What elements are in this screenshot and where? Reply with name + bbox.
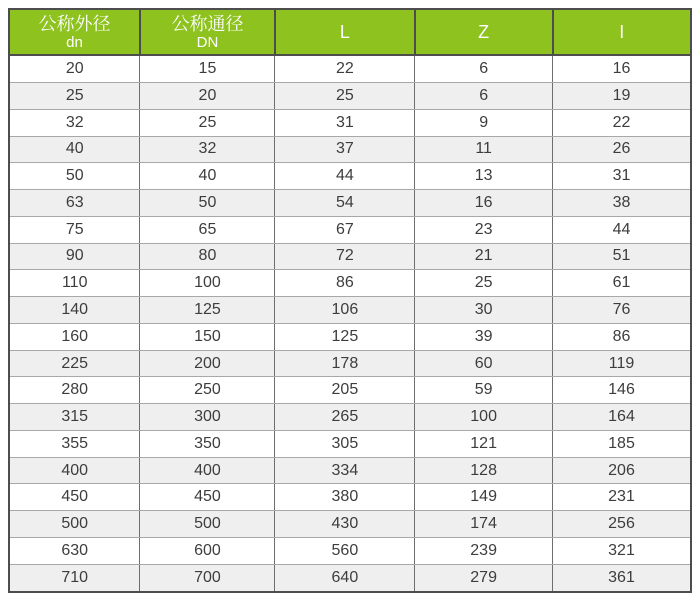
table-row	[9, 404, 691, 431]
table-cell: 21	[415, 243, 553, 270]
table-cell: 106	[275, 297, 415, 324]
table-cell: 63	[9, 190, 140, 217]
table-row	[9, 430, 691, 457]
table-cell: 30	[415, 297, 553, 324]
table-cell: 6	[415, 55, 553, 82]
table-cell: 119	[553, 350, 691, 377]
table-cell: 15	[140, 55, 275, 82]
table-cell: 640	[275, 564, 415, 592]
table-cell: 86	[275, 270, 415, 297]
table-cell: 178	[275, 350, 415, 377]
table-cell: 200	[140, 350, 275, 377]
table-cell: 59	[415, 377, 553, 404]
table-row	[9, 457, 691, 484]
table-cell: 11	[415, 136, 553, 163]
table-cell: 150	[140, 323, 275, 350]
table-cell: 334	[275, 457, 415, 484]
table-cell: 44	[275, 163, 415, 190]
table-cell: 280	[9, 377, 140, 404]
table-cell: 710	[9, 564, 140, 592]
table-cell: 22	[275, 55, 415, 82]
table-cell: 160	[9, 323, 140, 350]
table-cell: 19	[553, 82, 691, 109]
table-cell: 205	[275, 377, 415, 404]
table-cell: 39	[415, 323, 553, 350]
table-cell: 20	[140, 82, 275, 109]
table-cell: 279	[415, 564, 553, 592]
table-cell: 31	[275, 109, 415, 136]
table-row	[9, 511, 691, 538]
table-cell: 25	[140, 109, 275, 136]
table-cell: 125	[140, 297, 275, 324]
table-row	[9, 297, 691, 324]
table-row	[9, 82, 691, 109]
table-cell: 25	[415, 270, 553, 297]
table-cell: 149	[415, 484, 553, 511]
table-row	[9, 163, 691, 190]
table-row	[9, 270, 691, 297]
table-cell: 121	[415, 430, 553, 457]
table-row	[9, 484, 691, 511]
table-cell: 40	[9, 136, 140, 163]
table-cell: 400	[9, 457, 140, 484]
table-cell: 32	[9, 109, 140, 136]
table-cell: 26	[553, 136, 691, 163]
table-cell: 305	[275, 430, 415, 457]
table-row	[9, 216, 691, 243]
table-cell: 50	[140, 190, 275, 217]
col-header-nominal-outer-diameter	[9, 9, 140, 55]
col-header-label: I	[619, 21, 625, 42]
table-cell: 110	[9, 270, 140, 297]
table-cell: 31	[553, 163, 691, 190]
col-header-I	[553, 9, 691, 55]
table-header	[9, 9, 691, 55]
table-cell: 164	[553, 404, 691, 431]
table-cell: 600	[140, 537, 275, 564]
table-cell: 225	[9, 350, 140, 377]
table-cell: 16	[415, 190, 553, 217]
table-cell: 76	[553, 297, 691, 324]
table-cell: 23	[415, 216, 553, 243]
pipe-fitting-dimension-table	[8, 8, 692, 593]
table-cell: 65	[140, 216, 275, 243]
table-cell: 51	[553, 243, 691, 270]
table-row	[9, 55, 691, 82]
table-cell: 239	[415, 537, 553, 564]
col-header-label: Z	[478, 21, 490, 42]
table-cell: 140	[9, 297, 140, 324]
table-cell: 361	[553, 564, 691, 592]
table-cell: 44	[553, 216, 691, 243]
table-cell: 500	[9, 511, 140, 538]
table-cell: 13	[415, 163, 553, 190]
table-row	[9, 243, 691, 270]
table-cell: 430	[275, 511, 415, 538]
table-cell: 50	[9, 163, 140, 190]
col-header-nominal-diameter	[140, 9, 275, 55]
table-cell: 38	[553, 190, 691, 217]
table-cell: 25	[275, 82, 415, 109]
table-cell: 350	[140, 430, 275, 457]
table-cell: 16	[553, 55, 691, 82]
table-row	[9, 323, 691, 350]
table-cell: 300	[140, 404, 275, 431]
col-header-L	[275, 9, 415, 55]
table-cell: 67	[275, 216, 415, 243]
table-cell: 60	[415, 350, 553, 377]
table-row	[9, 564, 691, 592]
table-cell: 37	[275, 136, 415, 163]
table-cell: 206	[553, 457, 691, 484]
table-cell: 174	[415, 511, 553, 538]
table-cell: 80	[140, 243, 275, 270]
table-row	[9, 190, 691, 217]
table-cell: 128	[415, 457, 553, 484]
table-cell: 250	[140, 377, 275, 404]
header-row	[9, 9, 691, 55]
col-header-label: 公称外径	[38, 13, 111, 34]
table-cell: 630	[9, 537, 140, 564]
table-cell: 40	[140, 163, 275, 190]
table-cell: 450	[140, 484, 275, 511]
table-cell: 185	[553, 430, 691, 457]
table-cell: 380	[275, 484, 415, 511]
table-row	[9, 377, 691, 404]
table-cell: 22	[553, 109, 691, 136]
table-cell: 75	[9, 216, 140, 243]
table-row	[9, 109, 691, 136]
table-row	[9, 537, 691, 564]
table-cell: 355	[9, 430, 140, 457]
table-cell: 25	[9, 82, 140, 109]
table-cell: 400	[140, 457, 275, 484]
table-cell: 32	[140, 136, 275, 163]
table-cell: 560	[275, 537, 415, 564]
table-cell: 125	[275, 323, 415, 350]
table-cell: 231	[553, 484, 691, 511]
table-row	[9, 136, 691, 163]
table-cell: 54	[275, 190, 415, 217]
table-body	[9, 55, 691, 592]
table-cell: 100	[415, 404, 553, 431]
table-cell: 90	[9, 243, 140, 270]
table-cell: 500	[140, 511, 275, 538]
col-header-Z	[415, 9, 553, 55]
table-cell: 100	[140, 270, 275, 297]
col-header-sublabel: dn	[66, 33, 83, 51]
table-cell: 450	[9, 484, 140, 511]
table-row	[9, 350, 691, 377]
table-cell: 315	[9, 404, 140, 431]
table-cell: 146	[553, 377, 691, 404]
col-header-label: L	[339, 21, 350, 42]
table-cell: 256	[553, 511, 691, 538]
table-cell: 9	[415, 109, 553, 136]
table-cell: 61	[553, 270, 691, 297]
col-header-sublabel: DN	[196, 33, 219, 51]
table-cell: 72	[275, 243, 415, 270]
table-cell: 700	[140, 564, 275, 592]
table-cell: 86	[553, 323, 691, 350]
table-cell: 265	[275, 404, 415, 431]
table-cell: 6	[415, 82, 553, 109]
col-header-label: 公称通径	[171, 13, 244, 34]
table-cell: 20	[9, 55, 140, 82]
table-cell: 321	[553, 537, 691, 564]
